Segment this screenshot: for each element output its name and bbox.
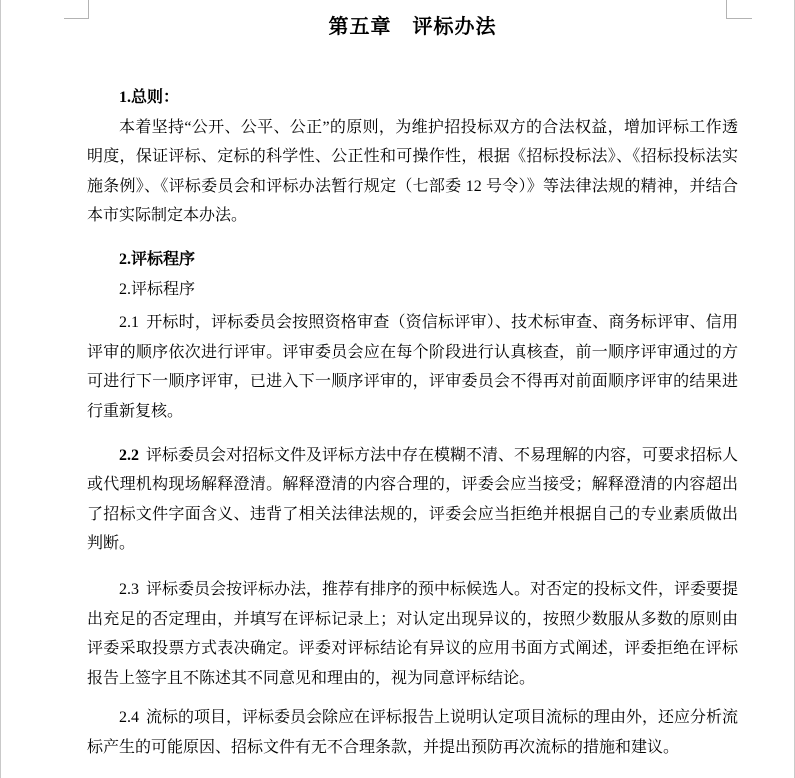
section2-heading: 2.评标程序 — [119, 250, 196, 268]
clause-2-1-text: 开标时，评标委员会按照资格审查（资信标评审）、技术标审查、商务标评审、信用评审的顺序依次进行评审。评审委员会应在每个阶段进行认真核查，前一顺序评审通过的方可进行下一顺序评审，已进入下一顺序评审的，评审委员会不得再对前面顺序评审的结果进行重新复核。 — [87, 314, 738, 420]
clause-2-3 — [87, 575, 738, 693]
document-body — [87, 14, 738, 762]
clause-2-3-number: 2.3 — [119, 580, 139, 598]
general-principles-paragraph: 本着坚持“公开、公平、公正”的原则，为维护招投标双方的合法权益，增加评标工作透明度，保证评标、定标的科学性、公正性和可操作性，根据《招标投标法》、《招标投标法实施条例》、《评标委员会和评标办法暂行规定（七部委 12 号令）》等法律法规的精神，并结合本市实际制定本办法。 — [87, 118, 738, 225]
clause-2-2-text: 评标委员会对招标文件及评标方法中存在模糊不清、不易理解的内容，可要求招标人或代理机构现场解释澄清。解释澄清的内容合理的，评委会应当接受；解释澄清的内容超出了招标文件字面含义、违背了相关法律法规的，评委会应当拒绝并根据自己的专业素质做出判断。 — [87, 446, 739, 553]
clause-2-4-number: 2.4 — [119, 709, 139, 727]
clause-2-1-number: 2.1 — [119, 314, 139, 332]
clause-2-4-text: 流标的项目，评标委员会除应在评标报告上说明认定项目流标的理由外，还应分析流标产生的可能原因、招标文件有无不合理条款，并提出预防再次流标的措施和建议。 — [87, 709, 739, 756]
clause-2-3-text: 评标委员会按评标办法，推荐有排序的预中标候选人。对否定的投标文件，评委要提出充足的否定理由，并填写在评标记录上；对认定出现异议的，按照少数服从多数的原则由评委采取投票方式表决确定。评委对评标结论有异议的应用书面方式阐述，评委拒绝在评标报告上签字且不陈述其不同意见和理由的，视为同意评标结论。 — [87, 580, 739, 687]
clause-2-4 — [87, 703, 738, 762]
margin-corner-mark-top-left — [64, 0, 89, 19]
clause-2-1 — [87, 308, 738, 426]
chapter-title: 第五章 评标办法 — [328, 16, 497, 38]
clause-2-2 — [87, 441, 738, 559]
section2-subheading: 2.评标程序 — [119, 280, 196, 298]
clause-2-2-number: 2.2 — [119, 446, 139, 464]
section1-heading: 1.总则： — [119, 89, 180, 106]
